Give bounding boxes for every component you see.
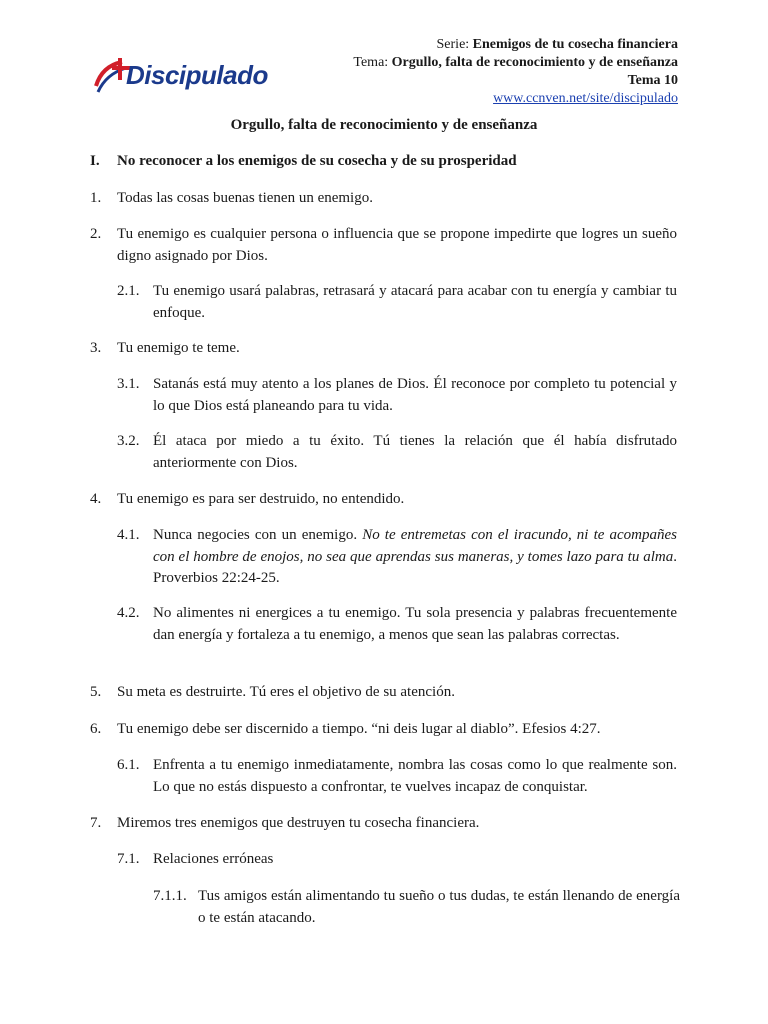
tema-line: Tema: Orgullo, falta de reconocimiento y de enseñanza: [353, 55, 678, 70]
list-item: 4. Tu enemigo es para ser destruido, no entendido.: [90, 491, 405, 507]
scripture-quote: No te entremetas con el iracundo, ni te acompañes con el hombre de enojos, no sea que aprendas sus maneras, y tomes lazo para tu alma: [153, 527, 677, 565]
list-item: 3.1. Satanás está muy atento a los planes de Dios. Él reconoce por completo tu potencial y lo que Dios está planeando para tu vida.: [117, 376, 677, 414]
list-item: 3.2. Él ataca por miedo a tu éxito. Tú tienes la relación que él había disfrutado anteriormente con Dios.: [117, 433, 677, 471]
logo-text: Discipulado: [126, 60, 268, 90]
site-link[interactable]: www.ccnven.net/site/discipulado: [493, 91, 678, 106]
discipulado-logo: [92, 56, 268, 100]
list-item: 4.1. Nunca negocies con un enemigo. No te entremetas con el iracundo, ni te acompañes con el hombre de enojos, no sea que aprendas sus maneras, y tomes lazo para tu alma. Proverbios 22:24-25.: [117, 527, 677, 586]
series-header: [353, 36, 678, 108]
tema-value: Orgullo, falta de reconocimiento y de enseñanza: [391, 55, 678, 70]
list-item: 2. Tu enemigo es cualquier persona o influencia que se propone impedirte que logres un sueño digno asignado por Dios.: [90, 226, 677, 264]
list-item: 2.1. Tu enemigo usará palabras, retrasará y atacará para acabar con tu energía y cambiar tu enfoque.: [117, 283, 677, 321]
serie-value: Enemigos de tu cosecha financiera: [472, 37, 678, 52]
serie-line: Serie: Enemigos de tu cosecha financiera: [436, 37, 678, 52]
list-item: 3. Tu enemigo te teme.: [90, 340, 240, 356]
list-item: 7.1.1. Tus amigos están alimentando tu sueño o tus dudas, te están llenando de energía o te están atacando.: [153, 888, 680, 926]
list-item: 4.2. No alimentes ni energices a tu enemigo. Tu sola presencia y palabras frecuentemente dan energía y fortaleza a tu enemigo, a menos que sean las palabras correctas.: [117, 605, 677, 643]
document-title: Orgullo, falta de reconocimiento y de enseñanza: [230, 117, 538, 133]
list-item: 6. Tu enemigo debe ser discernido a tiempo. “ni deis lugar al diablo”. Efesios 4:27.: [90, 721, 601, 737]
list-item: 7. Miremos tres enemigos que destruyen tu cosecha financiera.: [90, 815, 480, 831]
tema-number: Tema 10: [627, 73, 678, 88]
list-item: 1. Todas las cosas buenas tienen un enemigo.: [90, 190, 373, 206]
list-item: 6.1. Enfrenta a tu enemigo inmediatamente, nombra las cosas como lo que realmente son. Lo que no estás dispuesto a confrontar, te vuelves incapaz de conquistar.: [117, 757, 677, 795]
list-item: 7.1. Relaciones erróneas: [117, 851, 274, 867]
list-item: 5. Su meta es destruirte. Tú eres el objetivo de su atención.: [90, 684, 455, 700]
section-heading: I. No reconocer a los enemigos de su cosecha y de su prosperidad: [90, 153, 517, 169]
url-line: [353, 90, 678, 108]
